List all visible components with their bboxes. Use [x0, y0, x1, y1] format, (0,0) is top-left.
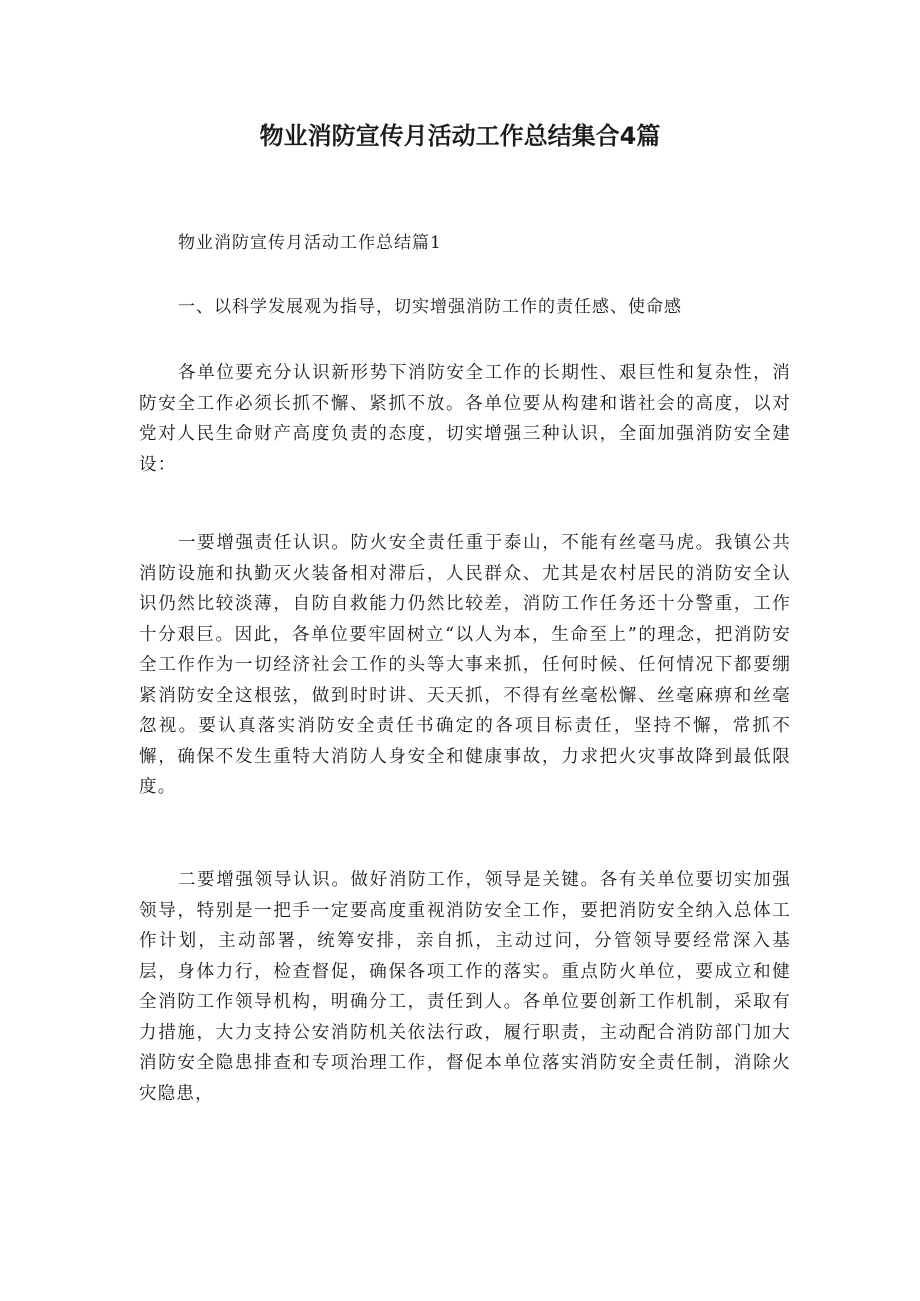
- paragraph-1: 各单位要充分认识新形势下消防安全工作的长期性、艰巨性和复杂性，消防安全工作必须长抓不懈、紧抓不放。各单位要从构建和谐社会的高度，以对党对人民生命财产高度负责的态度，切实增强三种认识，全面加强消防安全建设：: [139, 363, 791, 475]
- section-heading: 一、以科学发展观为指导，切实增强消防工作的责任感、使命感: [178, 297, 682, 317]
- document-title: 物业消防宣传月活动工作总结集合4篇: [259, 122, 661, 150]
- paragraph-3: 二要增强领导认识。做好消防工作，领导是关键。各有关单位要切实加强领导，特别是一把手一定要高度重视消防安全工作，要把消防安全纳入总体工作计划，主动部署，统筹安排，亲自抓，主动过问，分管领导要经常深入基层，身体力行，检查督促，确保各项工作的落实。重点防火单位，要成立和健全消防工作领导机构，明确分工，责任到人。各单位要创新工作机制，采取有力措施，大力支持公安消防机关依法行政，履行职责，主动配合消防部门加大消防安全隐患排查和专项治理工作，督促本单位落实消防安全责任制，消除火灾隐患，: [139, 870, 791, 1104]
- paragraph-2: 一要增强责任认识。防火安全责任重于泰山，不能有丝毫马虎。我镇公共消防设施和执勤灭火装备相对滞后，人民群众、尤其是农村居民的消防安全认识仍然比较淡薄，自防自救能力仍然比较差，消防工作任务还十分警重，工作十分艰巨。因此，各单位要牢固树立“以人为本，生命至上”的理念，把消防安全工作作为一切经济社会工作的头等大事来抓，任何时候、任何情况下都要绷紧消防安全这根弦，做到时时讲、天天抓，不得有丝毫松懈、丝毫麻痹和丝毫忽视。要认真落实消防安全责任书确定的各项目标责任，坚持不懈，常抓不懈，确保不发生重特大消防人身安全和健康事故，力求把火灾事故降到最低限度。: [139, 533, 791, 797]
- section-subtitle: 物业消防宣传月活动工作总结篇1: [178, 233, 442, 253]
